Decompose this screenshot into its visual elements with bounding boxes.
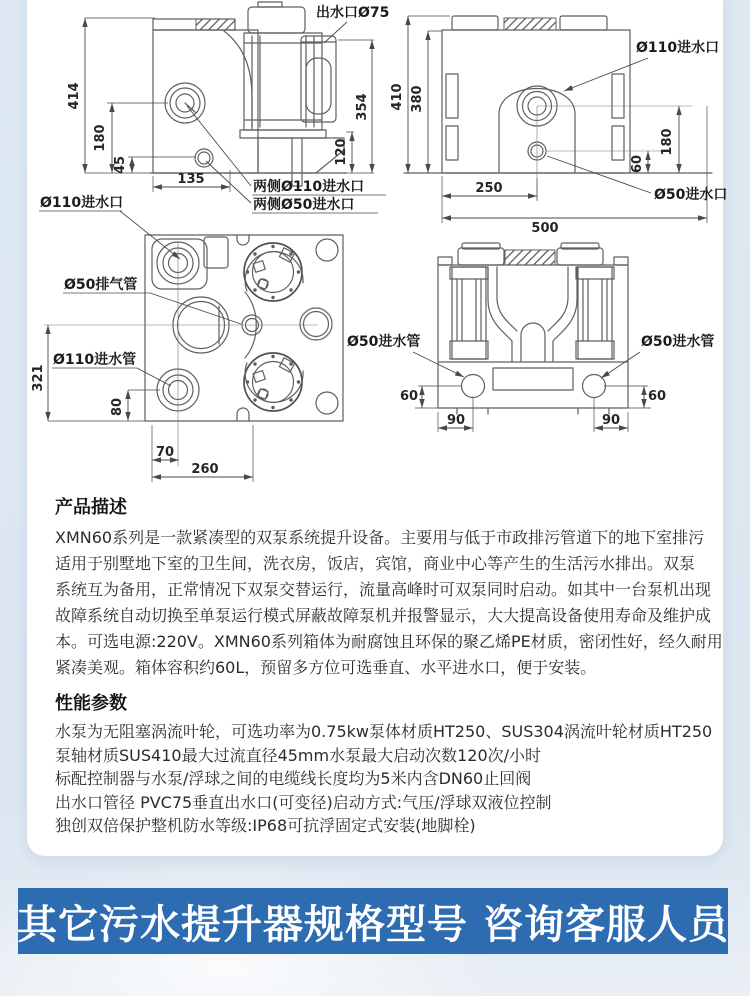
description-line: 本。可选电源:220V。XMN60系列箱体为耐腐蚀且环保的聚乙烯PE材质，密闭性好，经久耐用 [55,632,723,651]
top-view-geometry [44,235,343,466]
dim-120: 120 [334,138,349,166]
label-inlet-pipe-110: Ø110进水管 [53,352,137,368]
pump-front-geometry [438,243,628,414]
spec-line: 泵轴材质SUS410最大过流直径45mm水泵最大启动次数120次/小时 [55,745,542,765]
dim-321: 321 [31,364,46,392]
banner-text: 其它污水提升器规格型号 咨询客服人员 [17,901,729,948]
top-view-pump-bottom [244,353,303,411]
dim-180-right: 180 [660,128,675,156]
top-view-pump-top [244,243,303,301]
front-view-labels [547,39,727,203]
dim-260: 260 [191,462,219,477]
description-line: 故障系统自动切换至单泵运行模式屏蔽故障泵机并报警显示，大大提高设备使用寿命及维护成 [55,606,712,625]
pump-front-labels [347,333,714,378]
dim-380: 380 [410,85,425,113]
consult-banner[interactable] [18,888,728,954]
label-vent-50: Ø50排气管 [64,277,138,293]
dim-180: 180 [93,124,108,152]
top-view-labels [39,194,241,386]
dim-500: 500 [531,221,559,236]
dim-80: 80 [110,397,125,417]
description-line: XMN60系列是一款紧凑型的双泵系统提升设备。主要用与低于市政排污管道下的地下室排污 [55,528,705,547]
diagram-side-view [67,2,389,213]
dim-60-right: 60 [647,389,667,404]
diagram-top-view [31,194,343,482]
top-view-dimensions [31,325,253,482]
label-inlet-pipe-50-right: Ø50进水管 [641,334,715,350]
dim-90-left: 90 [446,413,466,428]
spec-line: 标配控制器与水泵/浮球之间的电缆线长度均为5米内含DN60止回阀 [55,769,532,788]
description-heading: 产品描述 [55,497,127,518]
side-view-geometry [150,2,346,186]
description-paragraph [55,525,723,681]
dim-60-left: 60 [399,389,419,404]
diagram-front-view [390,16,727,236]
label-inlet-50: Ø50进水口 [654,187,728,203]
spec-line: 水泵为无阻塞涡流叶轮，可选功率为0.75kw泵体材质HT250、SUS304涡流叶轮材质HT250 [55,722,713,741]
description-line: 紧凑美观。箱体容积约60L，预留多方位可选垂直、水平进水口，便于安装。 [55,658,597,677]
technical-drawings [0,0,750,492]
dim-354: 354 [355,93,370,121]
specs-paragraph [55,720,723,838]
label-inlet-110-top: Ø110进水口 [40,195,124,211]
dim-90-right: 90 [601,413,621,428]
dim-250: 250 [475,181,503,196]
spec-line: 独创双倍保护整机防水等级:IP68可抗浮固定式安装(地脚栓) [55,816,476,835]
label-outlet-75: 出水口Ø75 [316,5,390,21]
pump-front-dimensions [400,386,666,432]
dim-45: 45 [113,155,128,175]
dim-70: 70 [155,445,175,460]
side-view-dimensions [67,18,374,192]
specs-heading: 性能参数 [55,693,127,714]
dim-414: 414 [67,82,82,110]
diagram-pump-front-view [347,243,714,432]
description-line: 适用于别墅地下室的卫生间，洗衣房，饭店，宾馆，商业中心等产生的生活污水排出。双泵 [55,554,696,573]
description-line: 系统互为备用，正常情况下双泵交替运行，流量高峰时可双泵同时启动。如其中一台泵机出现 [55,580,712,599]
dim-410: 410 [390,83,405,111]
label-both-sides-110-inlet: 两侧Ø110进水口 [253,179,365,195]
dim-135: 135 [177,172,205,187]
label-inlet-pipe-50-left: Ø50进水管 [347,334,421,350]
product-text [55,497,723,838]
dim-60-right: 60 [630,154,645,174]
label-inlet-110: Ø110进水口 [636,40,720,56]
label-both-sides-50-inlet: 两侧Ø50进水口 [253,197,355,213]
spec-line: 出水口管径 PVC75垂直出水口(可变径)启动方式:气压/浮球双液位控制 [55,792,552,812]
